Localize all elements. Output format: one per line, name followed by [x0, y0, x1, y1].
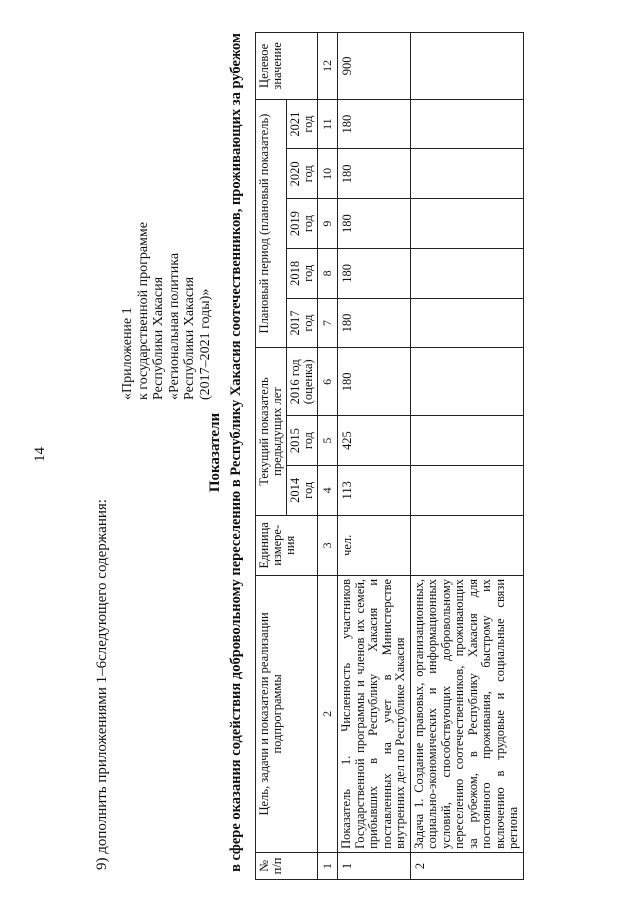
row-description: Задача 1. Создание правовых, организационных, социально-экономических и информационных условий, способствующих добровольному переселению соотечественников, проживающих за рубежом, в Республику Хакасия для постоянного проживания, быстрому их включению в трудовые и социальные связи региона	[410, 575, 523, 852]
document-subtitle: в сфере оказания содействия добровольному переселению в Республику Хакасия соотечественников, проживающих за рубежом	[228, 33, 244, 872]
indicators-table	[255, 32, 524, 880]
column-number: 5	[318, 416, 338, 466]
value-2020: 180	[338, 149, 411, 199]
document-title: Показатели	[207, 412, 223, 493]
column-number: 11	[318, 99, 338, 149]
header-unit: Единица измере-ния	[256, 515, 318, 575]
column-number: 7	[318, 298, 338, 348]
appendix-line: «Приложение 1	[120, 307, 135, 400]
value-2017	[410, 298, 523, 348]
value-2015	[410, 416, 523, 466]
value-2018: 180	[338, 248, 411, 298]
value-2015: 425	[338, 416, 411, 466]
value-2019	[410, 199, 523, 249]
row-unit	[410, 515, 523, 575]
value-2021	[410, 99, 523, 149]
column-number: 8	[318, 248, 338, 298]
value-2020	[410, 149, 523, 199]
value-2016: 180	[338, 348, 411, 416]
table-row	[410, 33, 523, 880]
value-2014	[410, 465, 523, 515]
value-2017: 180	[338, 298, 411, 348]
value-2014: 113	[338, 465, 411, 515]
header-row	[256, 33, 287, 880]
value-target	[410, 33, 523, 100]
value-2018	[410, 248, 523, 298]
row-description: Показатель 1. Численность участников Государственной программы и членов их семей, прибывших в Республику Хакасия и поставленных на учет в Министерстве внутренних дел по Республике Хакасия	[338, 575, 411, 852]
value-2019: 180	[338, 199, 411, 249]
appendix-line: Республики Хакасия	[182, 276, 197, 400]
column-number: 12	[318, 33, 338, 100]
appendix-line: «Региональная политика	[166, 252, 182, 400]
header-year: 2014 год	[287, 465, 318, 515]
column-number: 2	[318, 575, 338, 852]
appendix-line: к государственной программе	[135, 222, 151, 400]
header-planned: Плановый период (плановый показатель)	[256, 99, 287, 348]
intro-paragraph: 9) дополнить приложениями 1–6следующего содержания:	[94, 499, 110, 870]
appendix-note	[120, 140, 213, 400]
header-goal: Цель, задачи и показатели реализации подпрограммы	[256, 575, 318, 852]
header-year: 2018 год	[287, 248, 318, 298]
page-number: 14	[32, 447, 48, 462]
column-number: 6	[318, 348, 338, 416]
table-row	[338, 33, 411, 880]
column-number: 9	[318, 199, 338, 249]
value-2021: 180	[338, 99, 411, 149]
header-no: № п/п	[256, 852, 318, 879]
column-number: 3	[318, 515, 338, 575]
header-year: 2019 год	[287, 199, 318, 249]
header-current: Текущий показатель предыдущих лет	[256, 348, 287, 515]
row-number: 2	[410, 852, 523, 879]
header-year: 2017 год	[287, 298, 318, 348]
column-numbers-row	[318, 33, 338, 880]
appendix-line: (2017–2021 годы)»	[197, 288, 213, 400]
row-number: 1	[338, 852, 411, 879]
column-number: 4	[318, 465, 338, 515]
header-target: Целевое значение	[256, 33, 318, 100]
header-year: 2015 год	[287, 416, 318, 466]
column-number: 10	[318, 149, 338, 199]
appendix-line: Республики Хакасия	[151, 276, 166, 400]
header-year: 2016 год (оценка)	[287, 348, 318, 416]
column-number: 1	[318, 852, 338, 879]
row-unit: чел.	[338, 515, 411, 575]
value-target: 900	[338, 33, 411, 100]
value-2016	[410, 348, 523, 416]
header-year: 2021 год	[287, 99, 318, 149]
header-year: 2020 год	[287, 149, 318, 199]
